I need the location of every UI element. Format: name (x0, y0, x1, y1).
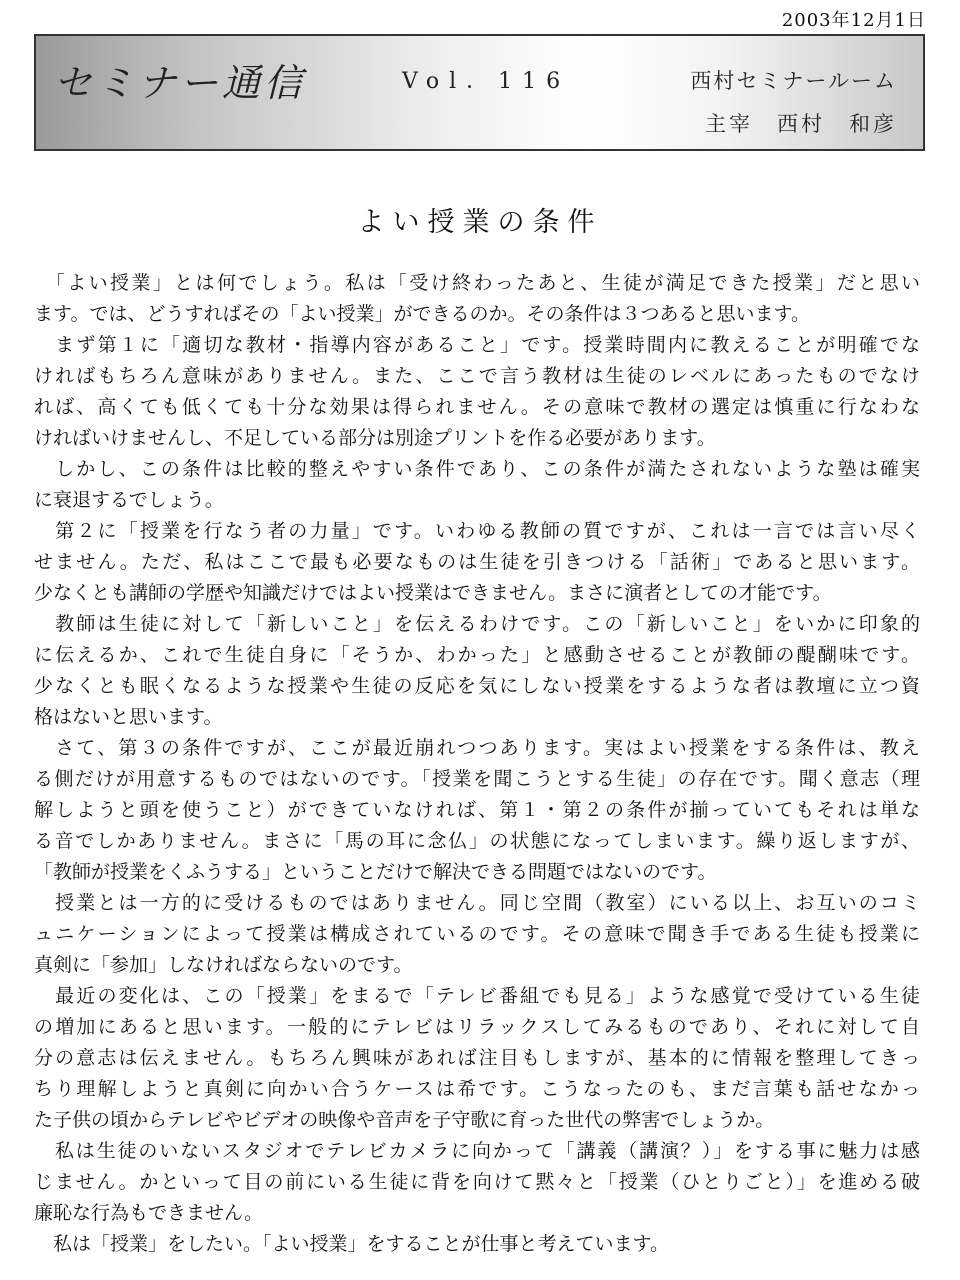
text-line: た子供の頃からテレビやビデオの映像や音声を子守歌に育った世代の弊害でしょうか。 (34, 1109, 775, 1131)
issue-date: 2003年12月1日 (781, 10, 926, 31)
text-line: せません。ただ、私はここで最も必要なものは生徒を引きつける「話術」であると思います。 (34, 551, 920, 573)
text-line: 解しようと頭を使うこと）ができていなければ、第１・第２の条件が揃っていてもそれは単な (34, 799, 920, 821)
text-line: れば、高くても低くても十分な効果は得られません。その意味で教材の選定は慎重に行なわな (34, 396, 920, 418)
text-line: 少なくとも眠くなるような授業や生徒の反応を気にしない授業をするような者は教壇に立つ資 (34, 675, 920, 697)
text-line: 真剣に「参加」しなければならないのです。 (34, 954, 413, 976)
editor-name: 主宰 西村 和彦 (705, 112, 897, 136)
text-line: まず第１に「適切な教材・指導内容があること」です。授業時間内に教えることが明確でな (34, 334, 920, 356)
text-line: 私は生徒のいないスタジオでテレビカメラに向かって「講義（講演？）」をする事に魅力は感 (34, 1140, 920, 1162)
text-line: 第２に「授業を行なう者の力量」です。いわゆる教師の質ですが、これは一言では言い尽く (34, 520, 920, 542)
article-body (34, 268, 920, 1260)
text-line: じません。かといって目の前にいる生徒に背を向けて黙々と「授業（ひとりごと）」を進める破 (34, 1171, 920, 1193)
text-line: に伝えるか、これで生徒自身に「そうか、わかった」と感動させることが教師の醍醐味です。 (34, 644, 920, 666)
text-line: 「よい授業」とは何でしょう。私は「受け終わったあと、生徒が満足できた授業」だと思い (34, 272, 920, 294)
text-line: る側だけが用意するものではないのです。「授業を聞こうとする生徒」の存在です。聞く意志（理 (34, 768, 920, 790)
text-line: ュニケーションによって授業は構成されているのです。その意味で聞き手である生徒も授業に (34, 923, 920, 945)
text-line: 最近の変化は、この「授業」をまるで「テレビ番組でも見る」ような感覚で受けている生徒 (34, 985, 920, 1007)
text-line: 分の意志は伝えません。もちろん興味があれば注目もしますが、基本的に情報を整理してきっ (34, 1047, 920, 1069)
newsletter-title: セミナー通信 (54, 61, 307, 105)
article-title: よい授業の条件 (357, 207, 603, 238)
text-line: ければもちろん意味がありません。また、ここで言う教材は生徒のレベルにあったものでなけ (34, 365, 920, 387)
organization-name: 西村セミナールーム (690, 69, 897, 93)
volume-number: Vol．116 (402, 69, 571, 94)
text-line: 少なくとも講師の学歴や知識だけではよい授業はできません。まさに演者としての才能です。 (34, 582, 832, 604)
text-line: 廉恥な行為もできません。 (34, 1202, 264, 1224)
text-line: しかし、この条件は比較的整えやすい条件であり、この条件が満たされないような塾は確実 (34, 458, 920, 480)
text-line: さて、第３の条件ですが、ここが最近崩れつつあります。実はよい授業をする条件は、教え (34, 737, 920, 759)
text-line: 「教師が授業をくふうする」ということだけで解決できる問題ではないのです。 (34, 861, 717, 883)
text-line: 授業とは一方的に受けるものではありません。同じ空間（教室）にいる以上、お互いのコミ (34, 892, 920, 914)
text-line: ちり理解しようと真剣に向かい合うケースは希です。こうなったのも、まだ言葉も話せなかっ (34, 1078, 920, 1100)
text-line: 格はないと思います。 (34, 706, 223, 728)
newsletter-header (34, 34, 925, 151)
text-line: の増加にあると思います。一般的にテレビはリラックスしてみるものであり、それに対して自 (34, 1016, 920, 1038)
text-line: ければいけませんし、不足している部分は別途プリントを作る必要があります。 (34, 427, 716, 449)
text-line: に衰退するでしょう。 (34, 489, 224, 511)
text-line: 教師は生徒に対して「新しいこと」を伝えるわけです。この「新しいこと」をいかに印象的 (34, 613, 920, 635)
text-line: る音でしかありません。まさに「馬の耳に念仏」の状態になってしまいます。繰り返しますが、 (34, 830, 920, 852)
text-line: ます。では、どうすればその「よい授業」ができるのか。その条件は３つあると思います。 (34, 303, 810, 325)
text-line: 私は「授業」をしたい。「よい授業」をすることが仕事と考えています。 (34, 1233, 669, 1255)
